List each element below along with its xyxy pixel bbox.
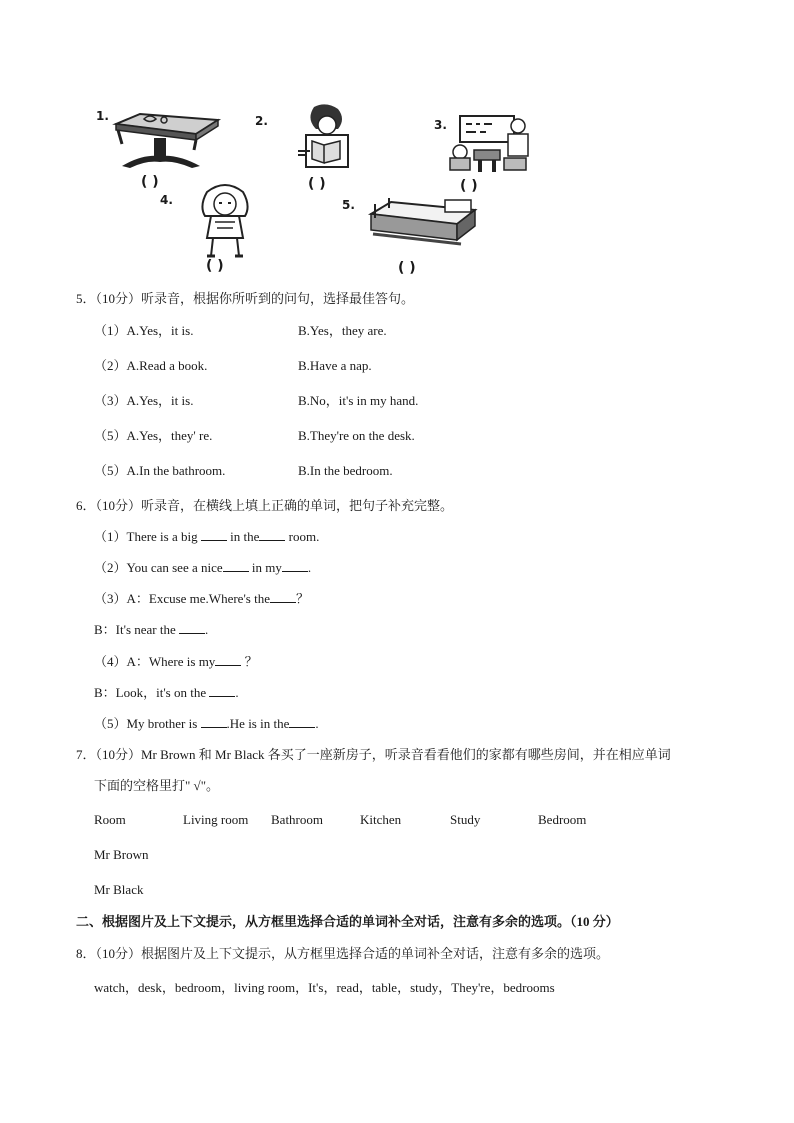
q7-header-study: Study bbox=[450, 812, 481, 827]
q5-stem: 5．（10分）听录音，根据你所听到的问句，选择最佳答句。 bbox=[76, 291, 415, 306]
q8-stem: 8．（10分）根据图片及上下文提示，从方框里选择合适的单词补全对话，注意有多余的选项。 bbox=[76, 946, 610, 961]
girl-icon bbox=[193, 182, 257, 260]
fill-blank[interactable] bbox=[259, 528, 285, 541]
picture-number-5: 5. bbox=[342, 198, 355, 212]
section-2-heading: 二、根据图片及上下文提示，从方框里选择合适的单词补全对话，注意有多余的选项。（10 分） bbox=[76, 914, 619, 929]
q7-stem-line-1: 7．（10分）Mr Brown 和 Mr Black 各买了一座新房子，听录音看看他们的家都有哪些房间，并在相应单词 bbox=[76, 747, 671, 762]
boy-reading-icon bbox=[296, 103, 354, 169]
bed-icon bbox=[365, 196, 489, 252]
q6-sentence-1-part-2: in the bbox=[226, 529, 260, 544]
picture-number-1: 1. bbox=[96, 109, 109, 123]
q6-sentence-2-part-1: （2）You can see a nice bbox=[94, 560, 223, 575]
q6-sentence-7-part-3: . bbox=[315, 716, 319, 731]
q6-sentence-1-part-1: （1）There is a big bbox=[94, 529, 201, 544]
q5-item-4-option-b: B.They're on the desk. bbox=[298, 428, 415, 443]
q6-sentence-6-part-1: B：Look，it's on the bbox=[94, 685, 210, 700]
q5-item-4-option-a: （5）A.Yes，they' re. bbox=[94, 428, 213, 443]
fill-blank[interactable] bbox=[201, 715, 227, 728]
q7-header-room: Room bbox=[94, 812, 126, 827]
q5-item-1-option-a: （1）A.Yes，it is. bbox=[94, 323, 194, 338]
q6-sentence-3-part-2: ？ bbox=[295, 591, 309, 606]
q7-header-living-room: Living room bbox=[183, 812, 249, 827]
picture-number-4: 4. bbox=[160, 193, 173, 207]
q6-sentence-6 bbox=[94, 684, 239, 702]
q6-sentence-1-part-3: room. bbox=[285, 529, 320, 544]
q5-item-5-option-a: （5）A.In the bathroom. bbox=[94, 463, 226, 478]
answer-paren-5: ( ) bbox=[398, 260, 416, 276]
answer-paren-3: ( ) bbox=[460, 178, 478, 194]
q6-sentence-3-part-1: （3）A：Excuse me.Where's the bbox=[94, 591, 270, 606]
fill-blank[interactable] bbox=[289, 715, 315, 728]
q6-sentence-4-part-1: B：It's near the bbox=[94, 622, 180, 637]
fill-blank[interactable] bbox=[282, 559, 308, 572]
fill-blank[interactable] bbox=[209, 684, 235, 697]
q7-header-bedroom: Bedroom bbox=[538, 812, 587, 827]
q7-row-mr-black: Mr Black bbox=[94, 882, 144, 897]
picture-number-3: 3. bbox=[434, 118, 447, 132]
q8-word-bank: watch，desk，bedroom，living room，It's，read，table，study，They're，bedrooms bbox=[94, 980, 555, 995]
fill-blank[interactable] bbox=[223, 559, 249, 572]
q5-item-2-option-a: （2）A.Read a book. bbox=[94, 358, 208, 373]
answer-paren-1: ( ) bbox=[141, 174, 159, 190]
fill-blank[interactable] bbox=[179, 621, 205, 634]
answer-paren-4: ( ) bbox=[206, 258, 224, 274]
answer-paren-2: ( ) bbox=[308, 176, 326, 192]
q6-sentence-2-part-2: in my bbox=[248, 560, 282, 575]
q7-row-mr-brown: Mr Brown bbox=[94, 847, 149, 862]
q6-sentence-1 bbox=[94, 528, 319, 546]
fill-blank[interactable] bbox=[215, 653, 241, 666]
q7-header-bathroom: Bathroom bbox=[271, 812, 323, 827]
q5-item-5-option-b: B.In the bedroom. bbox=[298, 463, 393, 478]
q6-sentence-2-part-3: . bbox=[307, 560, 312, 575]
fill-blank[interactable] bbox=[201, 528, 227, 541]
q5-item-3-option-a: （3）A.Yes，it is. bbox=[94, 393, 194, 408]
q5-item-1-option-b: B.Yes，they are. bbox=[298, 323, 387, 338]
q6-sentence-4 bbox=[94, 621, 208, 639]
q6-sentence-5 bbox=[94, 653, 258, 671]
q5-item-2-option-b: B.Have a nap. bbox=[298, 358, 372, 373]
classroom-icon bbox=[448, 114, 532, 176]
q7-stem-line-2: 下面的空格里打" √"。 bbox=[94, 778, 219, 793]
q6-stem: 6．（10分）听录音，在横线上填上正确的单词，把句子补充完整。 bbox=[76, 498, 454, 513]
q6-sentence-7-part-1: （5）My brother is bbox=[94, 716, 201, 731]
q6-sentence-5-part-2: ？ bbox=[241, 654, 258, 669]
q6-sentence-7 bbox=[94, 715, 319, 733]
fill-blank[interactable] bbox=[270, 590, 296, 603]
table-icon bbox=[112, 110, 222, 172]
q7-header-kitchen: Kitchen bbox=[360, 812, 402, 827]
q6-sentence-4-part-2: . bbox=[205, 622, 209, 637]
q5-item-3-option-b: B.No，it's in my hand. bbox=[298, 393, 419, 408]
picture-number-2: 2. bbox=[255, 114, 268, 128]
q6-sentence-2 bbox=[94, 559, 311, 577]
q6-sentence-5-part-1: （4）A：Where is my bbox=[94, 654, 216, 669]
q6-sentence-6-part-2: . bbox=[235, 685, 239, 700]
q6-sentence-7-part-2: .He is in the bbox=[226, 716, 290, 731]
q6-sentence-3 bbox=[94, 590, 309, 608]
